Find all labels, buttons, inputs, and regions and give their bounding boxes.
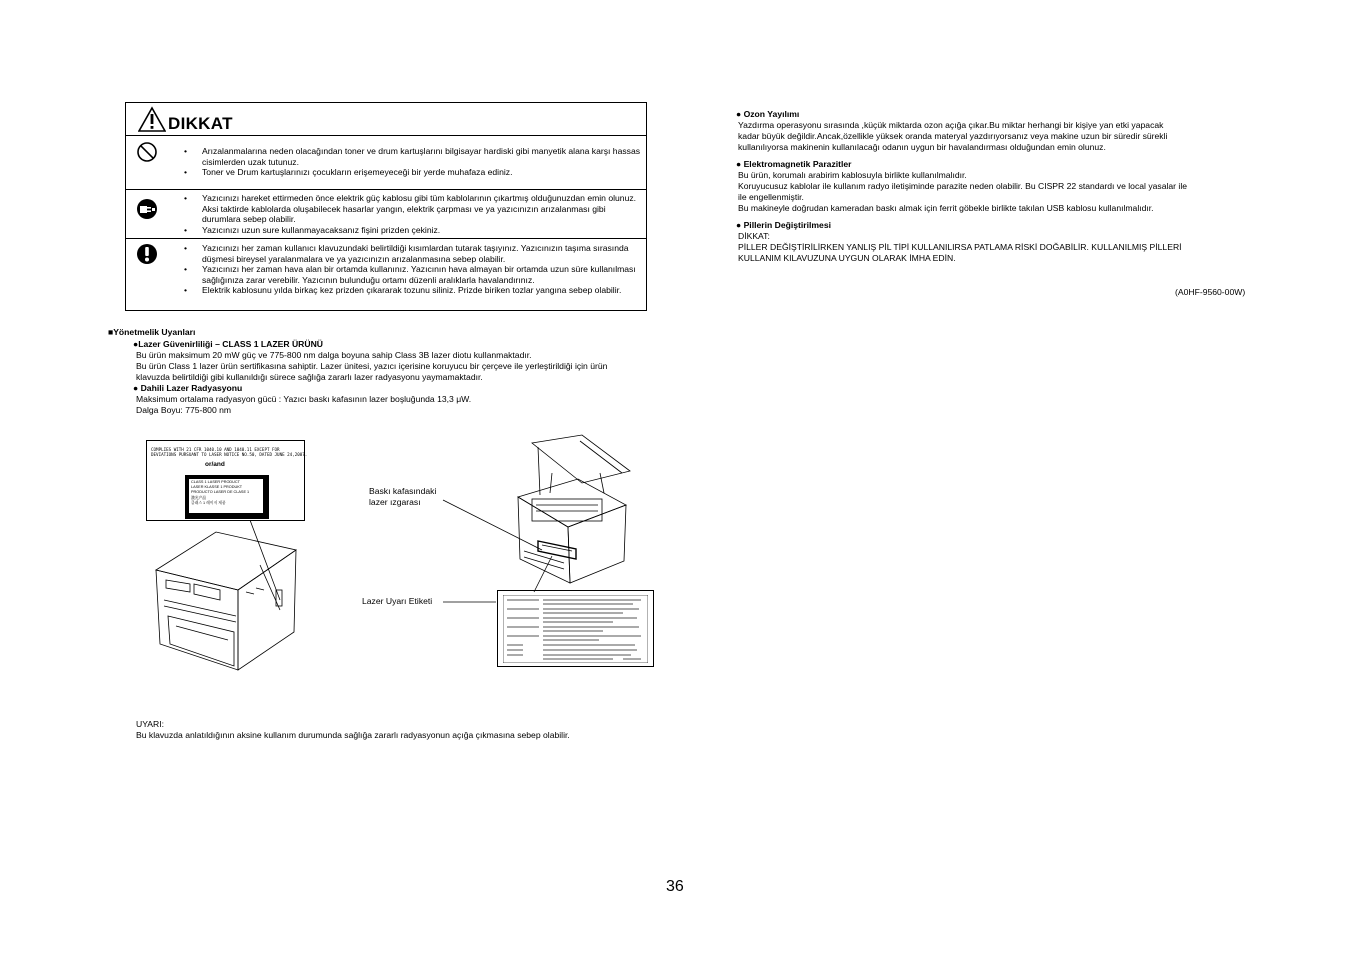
ozone-line: kullanılıyorsa makinenin kullanılacağı odanın uygun bir havalandırması olduğundan emin olunuz. [738,142,1106,152]
list-item: • Toner ve Drum kartuşlarınızı çocukların erişemeyeceği bir yerde muhafaza ediniz. [184,167,644,178]
internal-laser-line: Dalga Boyu: 775-800 nm [136,405,232,415]
class1-line: 클래스 1 레이저 제품 [191,500,226,505]
emi-line: Bu makineyle doğrudan kameradan baskı almak için ferrit göbekle birlikte takılan USB kablosu kullanılmalıdır. [738,203,1154,213]
ozone-line: Yazdırma operasyonu sırasında ,küçük miktarda ozon açığa çıkar.Bu miktar herhangi bir kişiye yan etki yapacak [738,120,1164,130]
class1-line: 激光产品 [191,495,207,500]
list-item: • Elektrik kablosunu yılda birkaç kez prizden çıkararak tozunu siliniz. Prizde biriken tozlar yangına sebep olabilir. [184,285,644,296]
callout-laser-grating: Baskı kafasındaki [369,486,437,496]
caution-title: DIKKAT [168,114,233,133]
class1-line: LASER KLASSE 1 PRODUKT [191,485,243,490]
caution-header [126,103,646,136]
caution-row-prohibited [126,135,646,190]
warning-triangle-icon [138,106,166,132]
emi-heading: ● Elektromagnetik Parazitler [736,159,852,169]
internal-laser-line: Maksimum ortalama radyasyon gücü : Yazıcı baskı kafasının lazer boşluğunda 13,3 μW. [136,394,472,404]
prohibited-icon [136,141,158,163]
callout-laser-grating: lazer ızgarası [369,497,421,507]
emi-line: Bu ürün, korumalı arabirim kablosuyla birlikte kullanılmalıdır. [738,170,967,180]
page-number: 36 [666,878,684,895]
class1-line: CLASS 1 LASER PRODUCT [191,480,240,484]
callout-laser-warning-label: Lazer Uyarı Etiketi [362,596,433,606]
battery-line: KULLANIM KILAVUZUNA UYGUN OLARAK İMHA EDİN. [738,253,956,263]
class1-line: PRODUCTO LASER DE CLASE 1 [191,490,250,495]
emi-line: ile engellenmiştir. [738,192,804,202]
class1-label-box [185,475,269,519]
warning-heading: UYARI: [136,719,165,729]
list-item: • Yazıcınızı uzun sure kullanmayacaksanız fişini prizden çekiniz. [184,225,644,236]
battery-line: PİLLER DEĞİŞTİRİLİRKEN YANLIŞ PİL TİPİ KULLANILIRSA PATLAMA RİSKİ DOĞABİLİR. KULLANILMIŞ PİLLERİ [738,242,1182,252]
warning-text: Bu klavuzda anlatıldığının aksine kullanım durumunda sağlığa zararlı radyasyonun açığa çıkmasına sebep olabilir. [136,730,570,740]
printer-closed-illustration [150,520,300,676]
document-code: (A0HF-9560-00W) [1175,287,1246,297]
laser-safety-line: klavuzda belirtildiği gibi kullanıldığı sürece sağlığa zararlı lazer radyasyonu yaymamaktadır. [136,372,483,382]
battery-line: DİKKAT: [738,231,770,241]
list-item: • Yazıcınızı her zaman kullanıcı klavuzundaki belirtildiği kısımlardan tutarak taşıyınız. Yazıcınızın taşıma sırasında düşmesi bireysel yaralanmalara ve ya yazıcınızın arızalanmasına sebep olabilir. [184,243,644,264]
sticker-text-lines [503,595,648,663]
or-and-text: or/and [205,461,225,468]
battery-heading: ● Pillerin Değiştirilmesi [736,220,831,230]
caution-table [125,102,647,311]
list-item: • Arızalanmalarına neden olacağından toner ve drum kartuşlarını bilgisayar hardiski gibi manyetik alana karşı hassas cisimlerden uzak tutunuz. [184,146,644,167]
compliance-text: DEVIATIONS PURSUANT TO LASER NOTICE NO.50, DATED JUNE 24,2007. [151,452,308,457]
caution-row-mandatory [126,239,646,311]
laser-warning-sticker [497,590,654,667]
list-item: • Yazıcınızı her zaman hava alan bir ortamda kullanınız. Yazıcının hava almayan bir ortamda uzun süre kullanılması sağlığınıza zarar verebilir. Yazıcının bulunduğu ortamı düzenli aralıklarla havalandırınız. [184,264,644,285]
caution-list-1 [184,146,644,178]
internal-laser-heading: ● Dahili Lazer Radyasyonu [133,383,243,393]
laser-safety-line: Bu ürün Class 1 lazer ürün sertifikasına sahiptir. Lazer ünitesi, yazıcı içerisine koruyucu bir çerçeve ile yerleştirildiği için ürün [136,361,608,371]
caution-list-3 [184,243,644,296]
emi-line: Koruyucusuz kablolar ile kullanım radyo iletişiminde parazite neden olabilir. Bu CISPR 22 standardı ve local yasalar ile [738,181,1188,191]
unplug-icon [136,198,158,220]
caution-list-2 [184,193,644,235]
caution-row-unplug [126,190,646,239]
ozone-line: kadar büyük değildir.Ancak,özellikle yüksek oranda materyal yazdırıyorsanız veya makine uzun bir süredir sürekli [738,131,1168,141]
mandatory-icon [136,243,158,265]
laser-safety-line: Bu ürün maksimum 20 mW güç ve 775-800 nm dalga boyuna sahip Class 3B lazer diotu kullanmaktadır. [136,350,532,360]
list-item: • Yazıcınızı hareket ettirmeden önce elektrik güç kablosu gibi tüm kablolarının çıkartmış olduğunuzdan emin olunuz. Aksi taktirde kablolarda oluşabilecek hasarlar yangın, elektrik çarpması ve ya yazıcınızın arızalanması gibi durumlara sebep olabilir. [184,193,644,225]
compliance-label [146,440,308,521]
compliance-text: COMPLIES WITH 21 CFR 1040.10 AND 1040.11 EXCEPT FOR [151,447,280,452]
laser-safety-heading: ●Lazer Güvenirliliği – CLASS 1 LAZER ÜRÜNÜ [133,339,323,349]
regulations-heading: ■Yönetmelik Uyanları [108,327,196,337]
ozone-heading: ● Ozon Yayılımı [736,109,800,119]
